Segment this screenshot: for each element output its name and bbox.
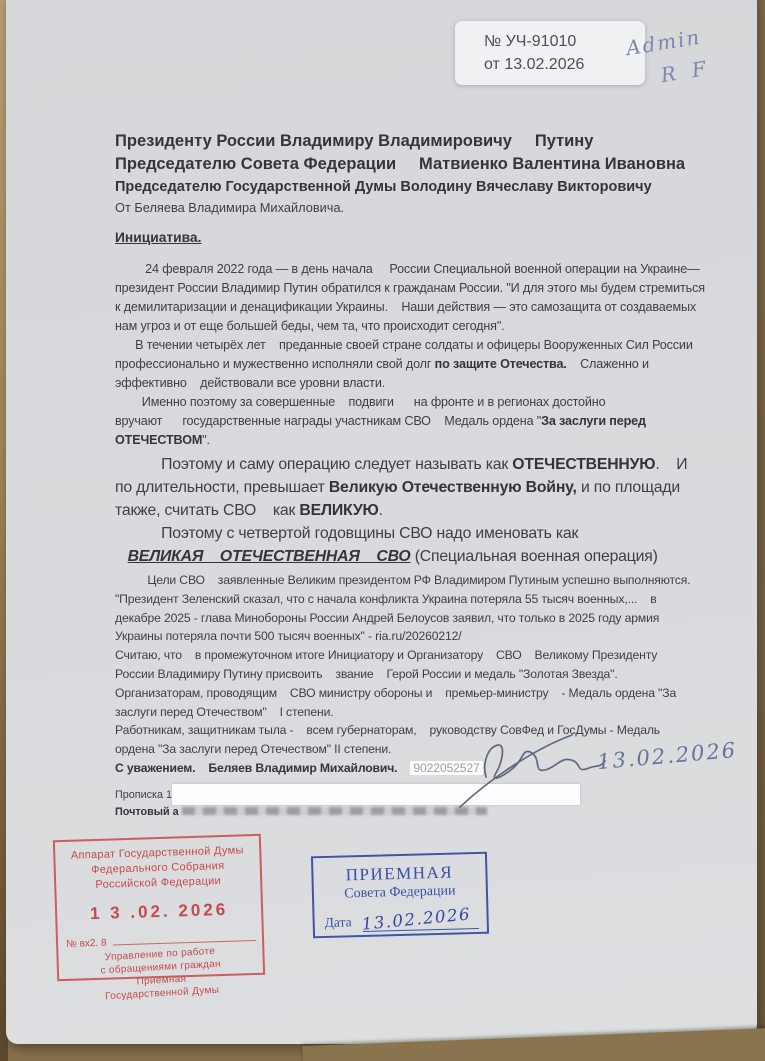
handwritten-corner-line2: R F xyxy=(659,55,713,88)
document-body xyxy=(115,130,730,820)
handwritten-date: 13.02.2026 xyxy=(596,737,739,775)
doc-block-h1: Президенту России Владимиру Владимировичу Путину Председателю Совета Федерации Матвиенко Валентина Ивановна xyxy=(115,132,686,173)
federation-council-stamp xyxy=(311,852,489,939)
doc-block-title: Инициатива. xyxy=(115,230,202,245)
registration-date: от 13.02.2026 xyxy=(484,56,585,73)
doc-block-p3: Именно поэтому за совершенные подвиги на фронте и в регионах достойно вручают государственные награды участникам СВО Медаль ордена "За заслуги перед ОТЕЧЕСТВОМ". xyxy=(115,395,646,447)
handwritten-corner-line1: Admin xyxy=(624,24,703,61)
red-stamp-number: № вх2. 8 xyxy=(65,937,107,950)
doc-block-big2: Поэтому с четвертой годовщины СВО надо именовать как ВЕЛИКАЯ ОТЕЧЕСТВЕННАЯ СВО (Специальная военная операция) xyxy=(115,525,658,565)
registration-sticker xyxy=(455,21,645,85)
state-duma-stamp xyxy=(53,834,265,1003)
red-stamp-org: Аппарат Государственной Думы Федерального Собрания Российской Федерации xyxy=(70,844,244,891)
blue-stamp-org: Совета Федерации xyxy=(344,883,456,902)
doc-block-p1: 24 февраля 2022 года — в день начала России Специальной военной операции на Украине— президент России Владимир Путин обратился к гражданам России. "И для этого мы будем стремиться к демилитаризации и денацификации Украины. Наши действия — это самозащита от создаваемых нам угроз и от еще большей беды, чем та, что происходит сегодня". xyxy=(115,262,705,333)
blue-stamp-date-value: 13.02.2026 xyxy=(360,904,472,934)
red-stamp-date: 1 3 .02. 2026 xyxy=(89,899,229,924)
doc-block-big1: Поэтому и саму операцию следует называть как ОТЕЧЕСТВЕННУЮ. И по длительности, превышает Великую Отечественную Войну, и по площади также, считать СВО как ВЕЛИКУЮ. xyxy=(115,456,688,519)
doc-block-addr: Прописка 1 Почтовый а xyxy=(115,784,730,820)
red-stamp-dept: Управление по работе с обращениями граждан Приемная Государственной Думы xyxy=(100,945,222,1003)
blue-stamp-title: ПРИЕМНАЯ xyxy=(345,862,454,885)
doc-block-p2: В течении четырёх лет преданные своей стране солдаты и офицеры Вооруженных Сил России профессионально и мужественно исполняли свой долг по защите Отечества. Слаженно и эффективно действовали все уровни власти. xyxy=(115,338,693,390)
registration-number: № УЧ-91010 xyxy=(484,33,577,50)
doc-block-sm: Цели СВО заявленные Великим президентом РФ Владимиром Путиным успешно выполняются. "Президент Зеленский сказал, что с начала конфликта Украина потеряла 55 тысяч военных,... в декабре 2025 - глава Минобороны России Андрей Белоусов заявил, что только в 2025 году армия Украины потеряла почти 500 тысяч военных" - ria.ru/20260212/ Считаю, что в промежуточном итоге Инициатору и Организатору СВО Великому Президенту России Владимиру Путину присвоить звание Герой России и медаль "Золотая Звезда". Организаторам, проводящим СВО министру обороны и премьер-министру - Медаль ордена "За заслуги перед Отечеством" I степени. Работникам, защитникам тыла - всем губернаторам, руководству СовФед и ГосДумы - Медаль ордена "За заслуги перед Отечеством" II степени. С уважением. Беляев Владимир Михайлович. 9022052527 xyxy=(115,573,691,775)
doc-block-h2: Председателю Государственной Думы Володину Вячеславу Викторовичу xyxy=(115,179,652,195)
doc-block-from: От Беляева Владимира Михайловича. xyxy=(115,200,345,215)
handwritten-signature xyxy=(450,731,615,811)
blue-stamp-date-label: Дата xyxy=(324,914,352,930)
